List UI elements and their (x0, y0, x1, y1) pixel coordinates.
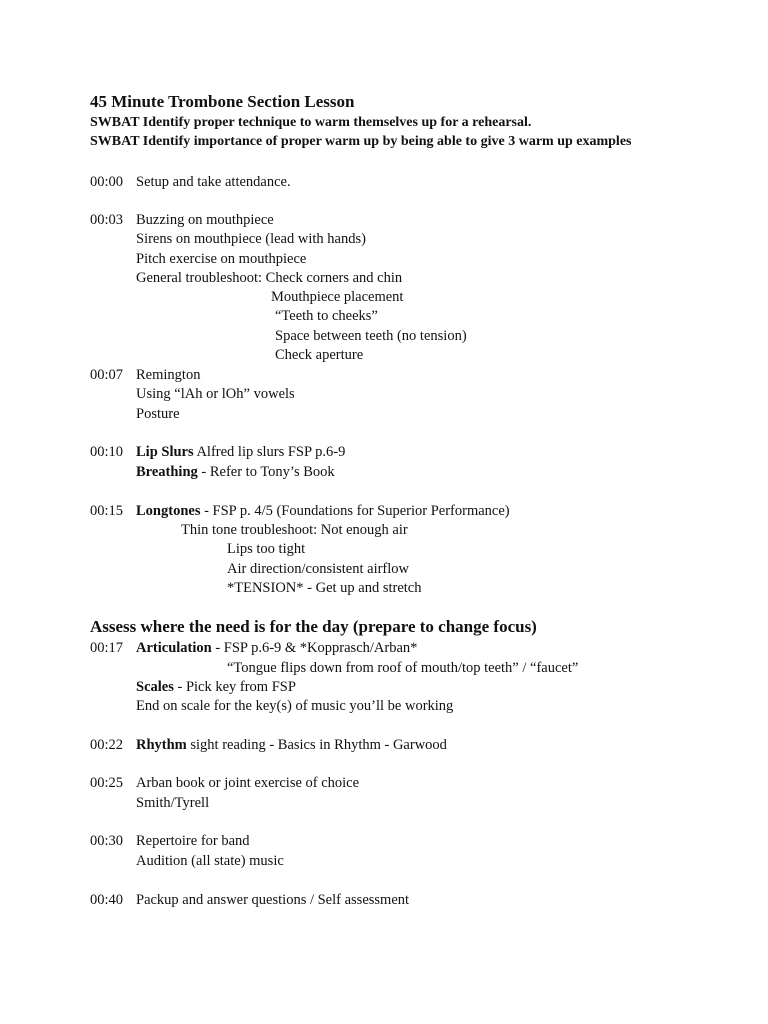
line-text: - Pick key from FSP (173, 679, 296, 695)
schedule-line: Sirens on mouthpiece (lead with hands) (136, 231, 366, 247)
schedule-line: Using “lAh or lOh” vowels (136, 386, 295, 402)
schedule-line: Audition (all state) music (136, 853, 284, 869)
schedule-line: Mouthpiece placement (271, 289, 404, 305)
bold-term: Lip Slurs (136, 444, 194, 460)
bold-term: Breathing (136, 464, 198, 480)
time-label: 00:30 (90, 833, 124, 849)
schedule-line (136, 639, 417, 658)
schedule-line: Lips too tight (227, 541, 306, 557)
schedule-line: Posture (136, 406, 180, 422)
schedule-line: Air direction/consistent airflow (227, 561, 410, 577)
bold-term: Scales (136, 679, 174, 695)
schedule-line (136, 678, 296, 697)
schedule-line: Buzzing on mouthpiece (136, 212, 274, 228)
schedule-line: Arban book or joint exercise of choice (136, 775, 360, 791)
line-text: sight reading - Basics in Rhythm - Garwood (186, 737, 447, 753)
schedule-line: Remington (136, 367, 201, 383)
section-heading: Assess where the need is for the day (prepare to change focus) (90, 617, 537, 636)
time-label: 00:00 (90, 174, 124, 190)
time-label: 00:07 (90, 367, 124, 383)
schedule-line: Thin tone troubleshoot: Not enough air (181, 522, 408, 538)
time-label: 00:25 (90, 775, 124, 791)
bold-term: Longtones (136, 503, 201, 519)
schedule-line: Check aperture (275, 347, 364, 363)
schedule-line: Pitch exercise on mouthpiece (136, 251, 307, 267)
time-label: 00:22 (90, 737, 124, 753)
bold-term: Rhythm (136, 737, 187, 753)
line-text: Alfred lip slurs FSP p.6-9 (193, 444, 346, 460)
line-text: - FSP p.6-9 & *Kopprasch/Arban* (211, 640, 418, 656)
time-label: 00:15 (90, 503, 124, 519)
schedule-line: “Teeth to cheeks” (275, 308, 378, 324)
schedule-line: *TENSION* - Get up and stretch (227, 580, 422, 596)
time-label: 00:17 (90, 640, 124, 656)
objective-2: SWBAT Identify importance of proper warm up by being able to give 3 warm up examples (90, 134, 632, 149)
bold-term: Articulation (136, 640, 212, 656)
lesson-title: 45 Minute Trombone Section Lesson (90, 92, 355, 111)
time-label: 00:40 (90, 892, 124, 908)
objective-1: SWBAT Identify proper technique to warm themselves up for a rehearsal. (90, 115, 532, 130)
schedule-line: Repertoire for band (136, 833, 250, 849)
schedule-line: “Tongue flips down from roof of mouth/top teeth” / “faucet” (227, 660, 579, 676)
line-text: - Refer to Tony’s Book (197, 464, 335, 480)
schedule-line: Setup and take attendance. (136, 174, 291, 190)
schedule-line: Smith/Tyrell (136, 795, 210, 811)
schedule-line (136, 463, 335, 482)
schedule-line: End on scale for the key(s) of music you’ll be working (136, 698, 454, 714)
schedule-line: General troubleshoot: Check corners and chin (136, 270, 403, 286)
schedule-line (136, 443, 345, 462)
time-label: 00:03 (90, 212, 124, 228)
schedule-line: Space between teeth (no tension) (275, 328, 467, 344)
schedule-line (136, 736, 447, 755)
line-text: - FSP p. 4/5 (Foundations for Superior Performance) (200, 503, 510, 519)
schedule-line (136, 502, 510, 521)
time-label: 00:10 (90, 444, 124, 460)
schedule-line: Packup and answer questions / Self assessment (136, 892, 410, 908)
